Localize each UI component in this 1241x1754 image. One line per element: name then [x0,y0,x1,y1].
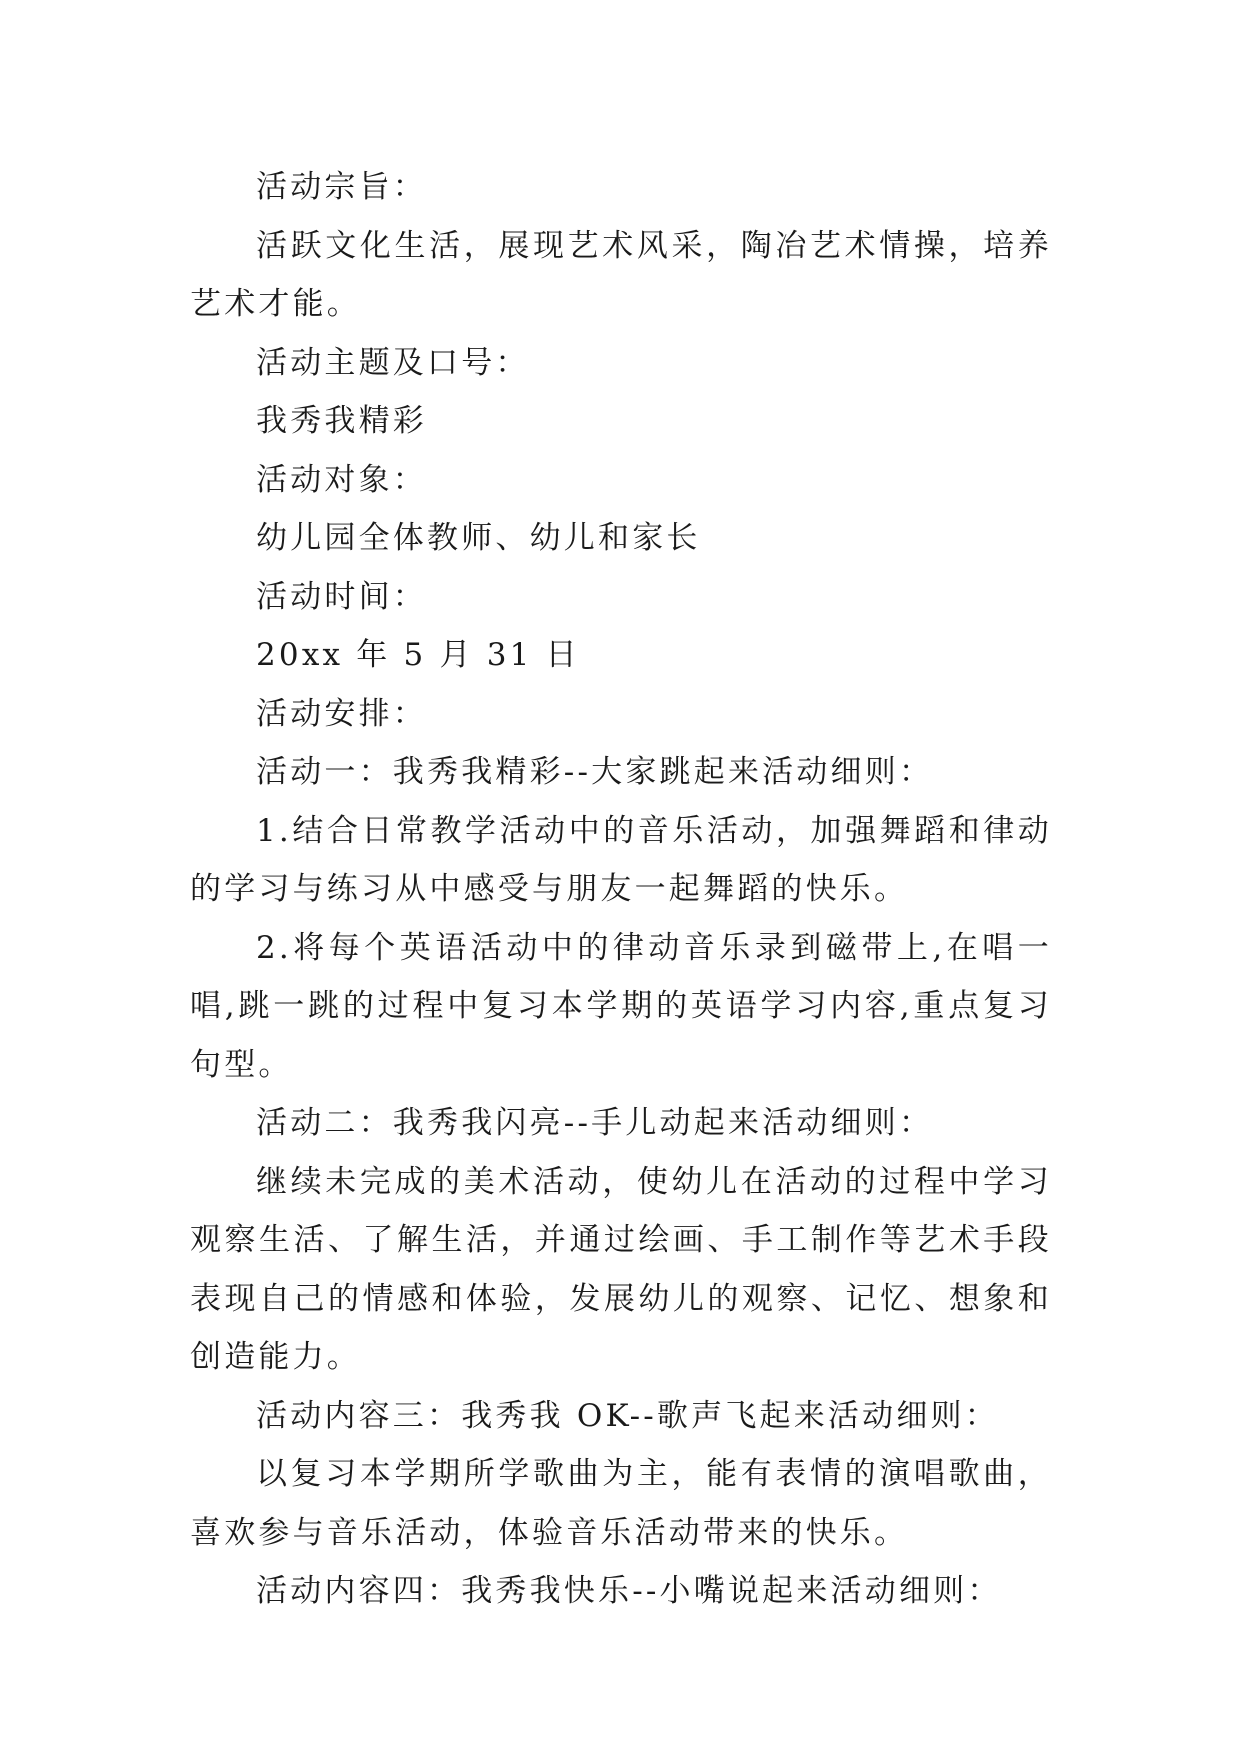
section-heading-time: 活动时间： [256,578,427,615]
document-body [190,158,1052,1621]
paragraph-theme: 我秀我精彩 [256,403,427,439]
activity-one-heading: 活动一：我秀我精彩--大家跳起来活动细则： [256,754,934,790]
activity-one-rule-1: 1.结合日常教学活动中的音乐活动，加强舞蹈和律动的学习与练习从中感受与朋友一起舞蹈的快乐。 [190,812,1052,907]
activity-two-paragraph: 继续未完成的美术活动，使幼儿在活动的过程中学习观察生活、了解生活，并通过绘画、手工制作等艺术手段表现自己的情感和体验，发展幼儿的观察、记忆、想象和创造能力。 [190,1163,1052,1375]
paragraph-date: 20xx 年 5 月 31 日 [256,637,580,673]
paragraph-purpose: 活跃文化生活，展现艺术风采，陶冶艺术情操，培养艺术才能。 [190,227,1052,322]
activity-three-paragraph: 以复习本学期所学歌曲为主，能有表情的演唱歌曲，喜欢参与音乐活动，体验音乐活动带来的快乐。 [190,1456,1052,1551]
activity-three-heading: 活动内容三：我秀我 OK--歌声飞起来活动细则： [256,1397,999,1434]
activity-two-heading: 活动二：我秀我闪亮--手儿动起来活动细则： [256,1105,934,1141]
section-heading-arrangement: 活动安排： [256,695,427,732]
activity-one-rule-2: 2.将每个英语活动中的律动音乐录到磁带上,在唱一唱,跳一跳的过程中复习本学期的英语学习内容,重点复习句型。 [190,929,1052,1083]
activity-four-heading: 活动内容四：我秀我快乐--小嘴说起来活动细则： [256,1573,1002,1609]
section-heading-purpose: 活动宗旨： [256,169,427,205]
paragraph-audience: 幼儿园全体教师、幼儿和家长 [256,520,701,556]
section-heading-theme: 活动主题及口号： [256,344,530,381]
section-heading-audience: 活动对象： [256,461,427,498]
